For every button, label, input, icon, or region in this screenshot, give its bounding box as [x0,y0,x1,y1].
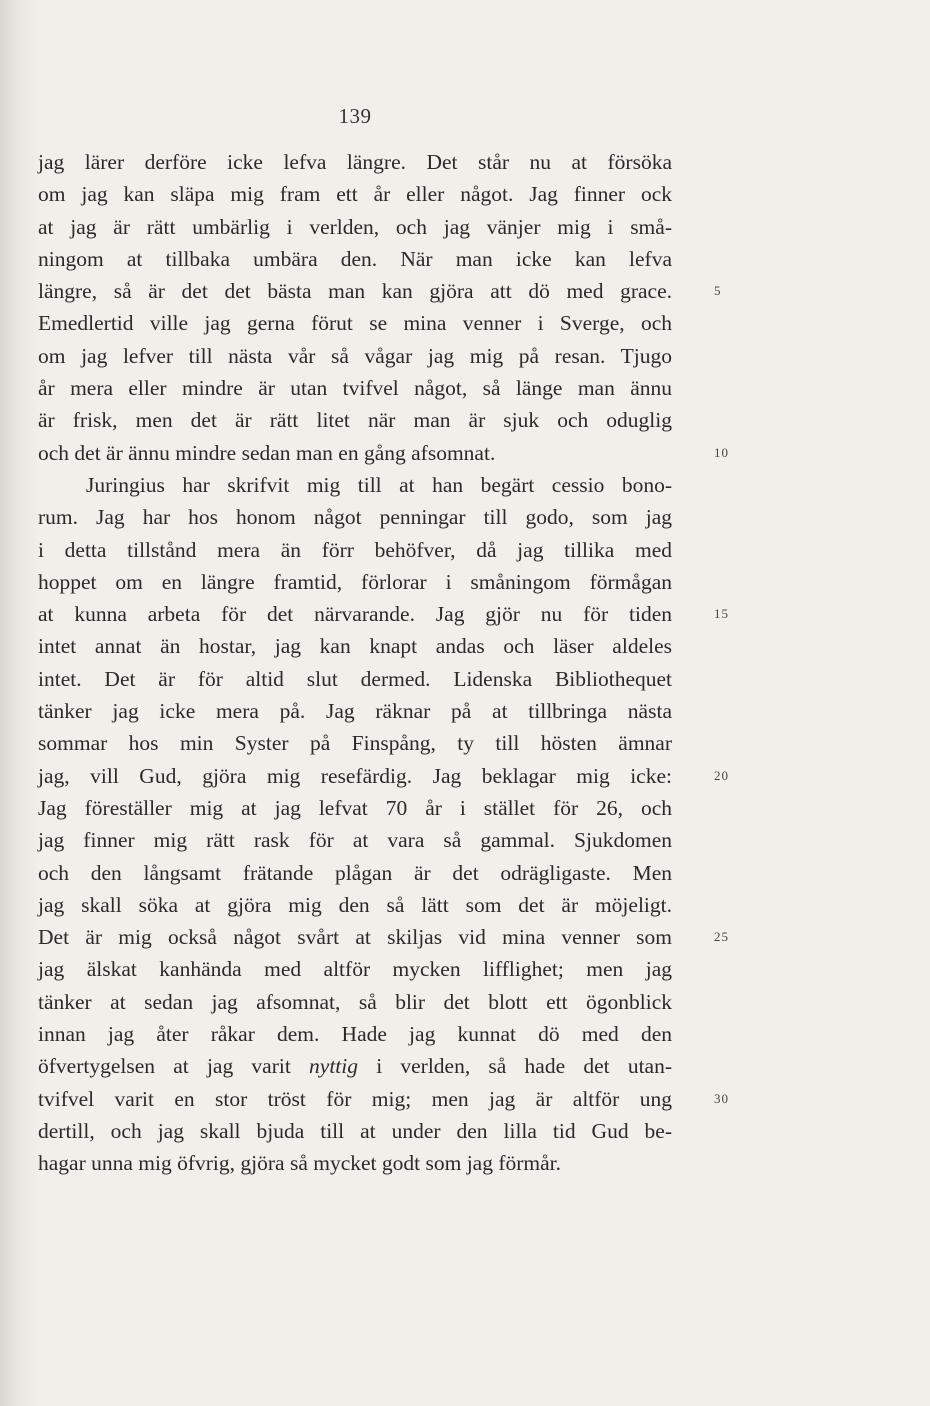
line-text: i detta tillstånd mera än förr behöfver, då jag tillika med [38,537,672,562]
line-text: och det är ännu mindre sedan man en gång afsomnat. [38,440,496,465]
line-text: Det är mig också något svårt at skiljas vid mina venner som [38,925,672,950]
text-line [38,630,672,662]
line-number: 5 [714,283,722,299]
page-gutter-shadow [0,0,40,1406]
text-line [38,760,729,792]
italic-word: nyttig [309,1054,358,1079]
text-line [38,792,672,824]
line-text: Juringius har skrifvit mig till at han begärt cessio bono- [86,472,672,497]
text-line [38,243,672,275]
line-text: om jag kan släpa mig fram ett år eller något. Jag finner ock [38,182,672,207]
line-text: jag finner mig rätt rask för at vara så gammal. Sjukdomen [38,828,672,853]
line-text: jag, vill Gud, gjöra mig resefärdig. Jag beklagar mig icke: [38,763,672,788]
line-text: år mera eller mindre är utan tvifvel något, så länge man ännu [38,376,672,401]
text-line [38,727,672,759]
line-text: at kunna arbeta för det närvarande. Jag gjör nu för tiden [38,602,672,627]
line-text: och den långsamt frätande plågan är det odrägligaste. Men [38,860,672,885]
line-text-post: i verlden, så hade det utan- [358,1054,672,1079]
text-line [38,953,672,985]
line-text: jag älskat kanhända med altför mycken lifflighet; men jag [38,957,672,982]
line-number: 25 [714,929,729,945]
line-text: Emedlertid ville jag gerna förut se mina venner i Sverge, och [38,311,672,336]
line-text: längre, så är det det bästa man kan gjöra att dö med grace. [38,279,672,304]
line-text: hagar unna mig öfvrig, gjöra så mycket godt som jag förmår. [38,1151,562,1176]
line-number: 20 [714,767,729,783]
text-line [38,307,672,339]
line-text: intet annat än hostar, jag kan knapt andas och läser aldeles [38,634,672,659]
line-number: 15 [714,606,729,622]
text-line [38,663,672,695]
line-text: rum. Jag har hos honom något penningar till godo, som jag [38,505,672,530]
line-text: tänker at sedan jag afsomnat, så blir det blott ett ögonblick [38,989,672,1014]
text-line [38,340,672,372]
text-line [38,986,672,1018]
text-line [38,1018,672,1050]
text-line [38,1050,672,1082]
text-line [38,921,729,953]
text-line [38,1115,672,1147]
text-line [38,857,672,889]
line-text: intet. Det är för altid slut dermed. Lidenska Bibliothequet [38,666,672,691]
line-text: jag skall söka at gjöra mig den så lätt som det är möjeligt. [38,892,672,917]
text-line [38,178,672,210]
text-line [38,437,729,469]
text-line [38,275,722,307]
page-number: 139 [338,104,372,128]
line-text: tvifvel varit en stor tröst för mig; men jag är altför ung [38,1086,672,1111]
line-text: är frisk, men det är rätt litet när man är sjuk och oduglig [38,408,672,433]
line-number: 10 [714,444,729,460]
body-text [38,146,729,1180]
text-line [38,889,672,921]
line-text: innan jag åter råkar dem. Hade jag kunnat dö med den [38,1022,672,1047]
text-line [38,211,672,243]
text-line [38,1083,729,1115]
text-line [38,566,672,598]
text-line [38,695,672,727]
line-text-pre: öfvertygelsen at jag varit [38,1054,310,1079]
line-text: at jag är rätt umbärlig i verlden, och jag vänjer mig i små- [38,214,672,239]
line-text: jag lärer derföre icke lefva längre. Det står nu at försöka [38,150,672,174]
line-text: hoppet om en längre framtid, förlorar i småningom förmågan [38,569,672,594]
line-text: sommar hos min Syster på Finspång, ty till hösten ämnar [38,731,672,756]
text-line [38,146,672,178]
text-line [38,598,729,630]
line-text: om jag lefver till nästa vår så vågar jag mig på resan. Tjugo [38,343,672,368]
text-line [38,1147,672,1179]
text-line [38,372,672,404]
text-line [38,469,672,501]
line-text: dertill, och jag skall bjuda till at under den lilla tid Gud be- [38,1118,672,1143]
line-number: 30 [714,1090,729,1106]
line-text: ningom at tillbaka umbära den. När man icke kan lefva [38,246,672,271]
line-text: tänker jag icke mera på. Jag räknar på at tillbringa nästa [38,699,672,724]
line-text: Jag föreställer mig at jag lefvat 70 år i stället för 26, och [38,795,672,820]
text-line [38,534,672,566]
text-line [38,824,672,856]
text-line [38,404,672,436]
text-line [38,501,672,533]
